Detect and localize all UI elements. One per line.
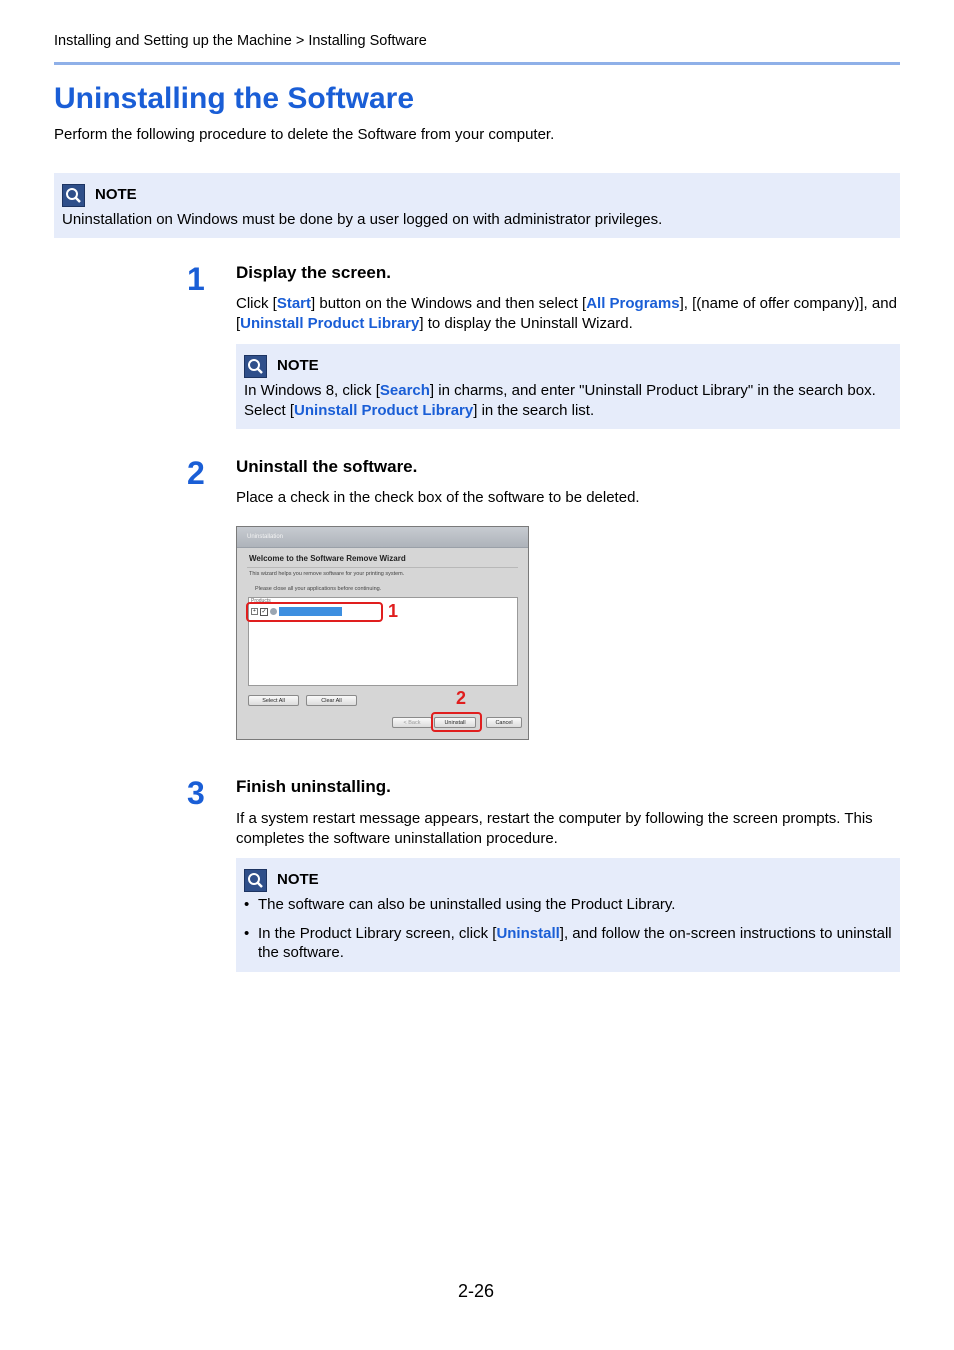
intro-text: Perform the following procedure to delete the Software from your computer. (54, 126, 555, 143)
note-label: NOTE (277, 357, 319, 375)
text-fragment: ], and follow the on-screen instructions to uninstall the software. (258, 924, 892, 961)
note-text (244, 381, 892, 420)
step-body: Place a check in the check box of the software to be deleted. (236, 489, 640, 506)
list-item (244, 924, 892, 963)
callout-uninstall (431, 712, 482, 732)
ui-term-start: Start (276, 295, 312, 312)
step-number: 3 (187, 775, 205, 811)
step-number: 1 (187, 261, 205, 297)
note-admin (54, 173, 900, 238)
clear-all-button[interactable]: Clear All (306, 695, 357, 706)
uninstall-wizard-screenshot (236, 526, 529, 740)
uninstall-button[interactable]: Uninstall (434, 717, 476, 728)
step-title: Display the screen. (236, 263, 391, 282)
wizard-warning: Please close all your applications before continuing. (255, 586, 382, 592)
list-item: • The software can also be uninstalled using the Product Library. (244, 895, 892, 915)
ui-term-search: Search (379, 382, 430, 399)
breadcrumb: Installing and Setting up the Machine > Installing Software (54, 33, 427, 49)
expand-icon[interactable]: + (251, 608, 258, 615)
step-title: Uninstall the software. (236, 457, 418, 476)
note-icon (244, 869, 267, 892)
header-rule (54, 62, 900, 65)
product-checkbox[interactable]: ✓ (261, 608, 267, 615)
note-icon (62, 184, 85, 207)
note-windows8 (236, 344, 900, 429)
step-number: 2 (187, 455, 205, 491)
note-text: Uninstallation on Windows must be done by a user logged on with administrator privileges. (62, 211, 663, 228)
note-label: NOTE (95, 186, 137, 204)
step-body (236, 294, 900, 334)
step-body: If a system restart message appears, restart the computer by following the screen prompts. This completes the software uninstallation procedure. (236, 810, 873, 847)
text-fragment: In Windows 8, click [ (244, 382, 380, 399)
callout-checkbox (246, 602, 383, 622)
callout-number: 2 (456, 688, 467, 708)
text-fragment: ] button on the Windows and then select [ (311, 295, 587, 312)
text-fragment: ] in charms, and enter "Uninstall Product Library" in the search box. Select [ (244, 382, 876, 419)
ui-term-all-programs: All Programs (586, 295, 680, 312)
step-title: Finish uninstalling. (236, 777, 391, 796)
wizard-description: This wizard helps you remove software for your printing system. (249, 571, 405, 577)
ui-term-uninstall-product-library: Uninstall Product Library (294, 401, 474, 419)
note-bullets (244, 895, 892, 963)
text-fragment: ], [(name of offer company)], and [ (236, 295, 897, 332)
note-label: NOTE (277, 871, 319, 889)
note-product-library (236, 858, 900, 972)
cancel-button[interactable]: Cancel (486, 717, 522, 728)
page-number: 2-26 (458, 1281, 495, 1301)
divider (247, 567, 518, 568)
text-fragment: Click [ (236, 295, 277, 312)
text-fragment: ] to display the Uninstall Wizard. (419, 315, 633, 332)
select-all-button[interactable]: Select All (248, 695, 299, 706)
text-fragment: ] in the search list. (473, 401, 595, 419)
back-button[interactable]: < Back (392, 717, 432, 728)
wizard-heading: Welcome to the Software Remove Wizard (249, 554, 406, 563)
page-title: Uninstalling the Software (54, 82, 415, 115)
window-title: Uninstallation (237, 527, 528, 548)
text-fragment: In the Product Library screen, click [ (258, 924, 497, 942)
list-header: Products (251, 598, 271, 604)
note-icon (244, 355, 267, 378)
ui-term-uninstall-product-library: Uninstall Product Library (240, 315, 420, 332)
ui-term-uninstall: Uninstall (496, 924, 560, 942)
callout-number: 1 (388, 601, 399, 621)
